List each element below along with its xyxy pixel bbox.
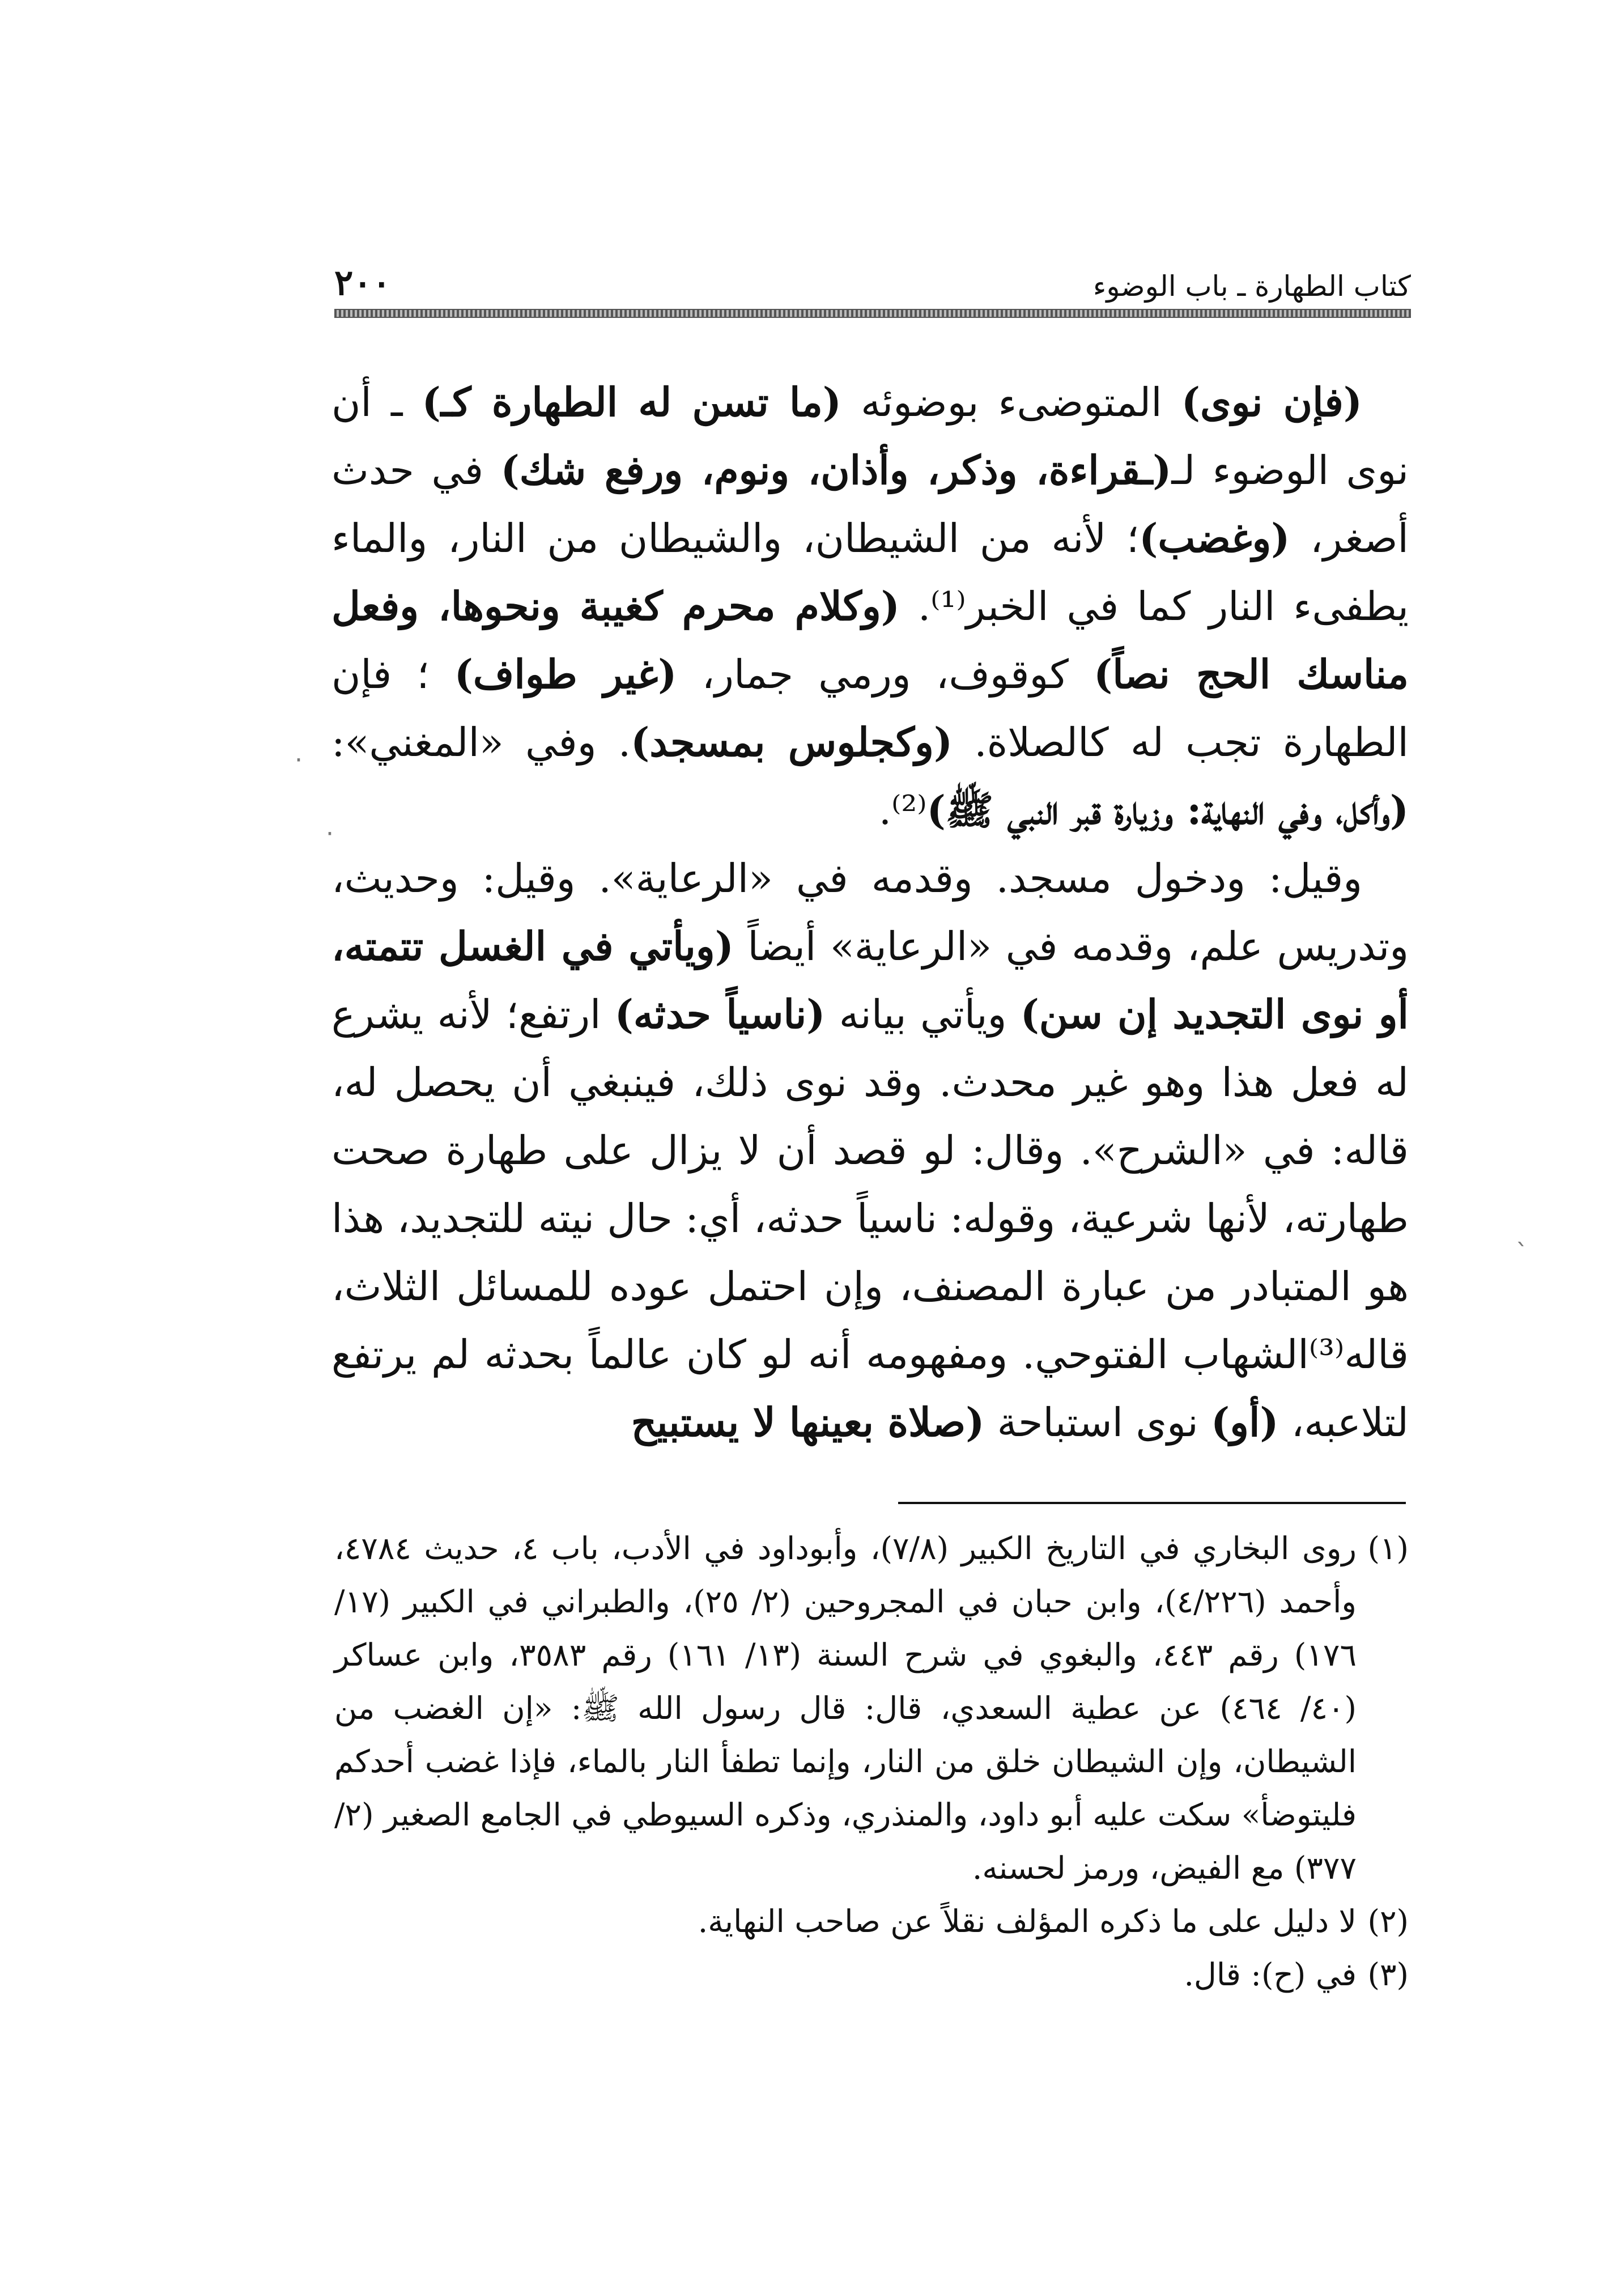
- footnote-text: لا دليل على ما ذكره المؤلف نقلاً عن صاحب النهاية.: [698, 1903, 1357, 1939]
- text-run: (غير طواف): [454, 651, 677, 698]
- footnote-2: [334, 1895, 1409, 1948]
- text-run: (وأكل، وفي النهاية: وزيارة قبر النبي ﷺ): [926, 787, 1409, 834]
- text-run: (ويأتي في الغسل تتمته، أو نوى التجديد إن سن): [331, 923, 1409, 1038]
- text-run: المتوضىء بوضوئه: [841, 379, 1181, 426]
- page-header: [334, 244, 1411, 303]
- text-run: (فإن نوى): [1181, 379, 1362, 426]
- text-run: الشهاب الفتوحي. ومفهومه أنه لو كان عالماً بحدثه لم يرتفع لتلاعبه،: [331, 1331, 1409, 1446]
- text-run: (ما تسن له الطهارة كـ): [422, 379, 841, 426]
- margin-dot-icon: ·: [326, 819, 334, 848]
- paragraph-1: [331, 368, 1409, 844]
- header-rule: [334, 309, 1411, 318]
- text-run: في حدث أصغر،: [331, 447, 1409, 562]
- text-run: ارتفع؛ لأنه يشرع له فعل هذا وهو غير محدث. وقد نوى ذلك، فينبغي أن يحصل له، قاله: في «الشرح». وقال: لو قصد أن لا يزال على طهارة صحت طهارته، لأنها شرعية، وقوله: ناسياً حدثه، أي: حال نيته للتجديد، هذا هو المتبادر من عبارة المصنف، وإن احتمل عوده للمسائل الثلاث، قاله: [331, 991, 1409, 1378]
- text-run: .: [878, 787, 892, 834]
- text-run: . وفي «المغني»:: [331, 719, 631, 766]
- paragraph-2: [331, 844, 1409, 1457]
- footnote-text: روى البخاري في التاريخ الكبير (٧/٨)، وأبوداود في الأدب، باب ٤، حديث ٤٧٨٤، وأحمد (٤/٢٢٦)، وابن حبان في المجروحين (٢/ ٢٥)، والطبراني في الكبير (١٧/ ١٧٦) رقم ٤٤٣، والبغوي في شرح السنة (١٣/ ١٦١) رقم ٣٥٨٣، وابن عساكر (٤٠/ ٤٦٤) عن عطية السعدي، قال: قال رسول الله ﷺ: «إن الغضب من الشيطان، وإن الشيطان خلق من النار، وإنما تطفأ النار بالماء، فإذا غضب أحدكم فليتوضأ» سكت عليه أبو داود، والمنذري، وذكره السيوطي في الجامع الصغير (٢/ ٣٧٧) مع الفيض، ورمز لحسنه.: [334, 1530, 1357, 1886]
- text-run: (وغضب): [1139, 515, 1290, 562]
- main-text: [331, 368, 1409, 1496]
- text-run: ويأتي بيانه: [825, 991, 1021, 1038]
- margin-dot-icon: ·: [295, 746, 303, 775]
- text-run: ـ أن نوى الوضوء لـ: [331, 379, 1409, 494]
- footnote-3: [334, 1948, 1409, 2001]
- text-run: ؛ فإن الطهارة تجب له كالصلاة.: [331, 651, 1409, 766]
- footnote-ref: ⁽²⁾: [891, 787, 927, 834]
- text-run: (وكجلوس بمسجد): [631, 719, 953, 766]
- footnote-number: (١): [1367, 1530, 1409, 1566]
- text-run: (ـقراءة، وذكر، وأذان، ونوم، ورفع شك): [500, 447, 1172, 494]
- text-run: ؛ لأنه من الشيطان، والشيطان من النار، والماء يطفىء النار كما في الخبر: [331, 515, 1409, 630]
- footnote-rule: [898, 1502, 1406, 1504]
- text-run: (وكلام محرم كغيبة ونحوها، وفعل مناسك الحج نصاً): [331, 583, 1409, 698]
- text-run: (صلاة بعينها لا يستبيح: [631, 1399, 985, 1446]
- page-number: ٢٠٠: [334, 262, 391, 303]
- text-run: نوى استباحة: [984, 1399, 1211, 1446]
- text-run: (ناسياً حدثه): [614, 991, 826, 1038]
- text-run: (أو): [1211, 1399, 1279, 1446]
- footnote-text: في (ح): قال.: [1184, 1956, 1357, 1993]
- footnote-number: (٣): [1367, 1956, 1409, 1993]
- text-run: وقيل: ودخول مسجد. وقدمه في «الرعاية». وقيل: وحديث، وتدريس علم، وقدمه في «الرعاية» أيضاً: [331, 855, 1409, 970]
- text-run: كوقوف، ورمي جمار،: [677, 651, 1094, 698]
- footnote-1: [334, 1522, 1409, 1895]
- running-title: كتاب الطهارة ـ باب الوضوء: [1092, 270, 1411, 303]
- text-run: .: [899, 583, 931, 630]
- footnote-ref: ⁽³⁾: [1308, 1331, 1345, 1378]
- footnotes: [334, 1522, 1409, 2001]
- footnote-ref: ⁽¹⁾: [930, 583, 966, 630]
- margin-tick-icon: ˋ: [1516, 1239, 1528, 1268]
- footnote-number: (٢): [1367, 1903, 1409, 1939]
